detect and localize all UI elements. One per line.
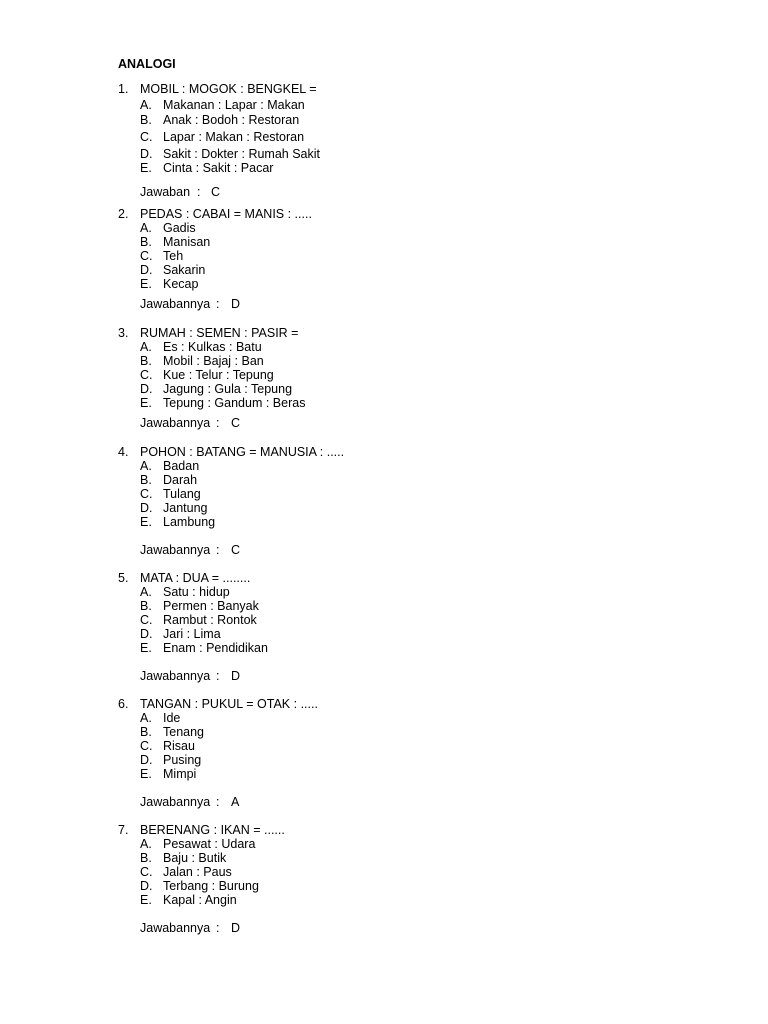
option-letter: B. (140, 725, 152, 739)
question-number: 5. (118, 571, 129, 585)
answer-label: Jawabannya (140, 416, 211, 430)
option-letter: D. (140, 501, 153, 515)
question-number: 4. (118, 445, 129, 459)
answer-value: D (231, 297, 241, 311)
option-e (118, 893, 718, 907)
option-letter: A. (140, 221, 152, 235)
option-letter: B. (140, 235, 152, 249)
question-line (118, 697, 718, 711)
question-text: TANGAN : PUKUL = OTAK : ..... (140, 697, 318, 711)
question-number: 7. (118, 823, 129, 837)
option-e (118, 767, 718, 781)
question-line (118, 823, 718, 837)
option-a (118, 585, 718, 599)
option-text: Makanan : Lapar : Makan (163, 98, 305, 112)
answer-value: A (231, 795, 240, 809)
option-letter: D. (140, 879, 153, 893)
answer-line (118, 921, 718, 935)
answer-colon: : (216, 669, 220, 683)
option-text: Kue : Telur : Tepung (163, 368, 274, 382)
option-text: Sakit : Dokter : Rumah Sakit (163, 147, 321, 161)
option-letter: D. (140, 263, 153, 277)
question-3 (118, 326, 718, 430)
option-d (118, 147, 718, 161)
option-b (118, 354, 718, 368)
option-letter: C. (140, 130, 153, 144)
answer-line (118, 543, 718, 557)
option-letter: B. (140, 113, 152, 127)
answer-label: Jawabannya (140, 543, 211, 557)
question-line (118, 326, 718, 340)
option-text: Pesawat : Udara (163, 837, 256, 851)
answer-value: C (231, 543, 241, 557)
option-text: Sakarin (163, 263, 206, 277)
option-text: Teh (163, 249, 184, 263)
option-text: Ide (163, 711, 181, 725)
answer-line (118, 297, 718, 311)
question-text: POHON : BATANG = MANUSIA : ..... (140, 445, 345, 459)
answer-label: Jawaban (140, 185, 191, 199)
question-7 (118, 823, 718, 935)
option-letter: E. (140, 767, 152, 781)
question-number: 2. (118, 207, 129, 221)
question-5 (118, 571, 718, 683)
option-b (118, 599, 718, 613)
option-letter: A. (140, 340, 152, 354)
option-letter: B. (140, 354, 152, 368)
option-text: Es : Kulkas : Batu (163, 340, 262, 354)
option-letter: E. (140, 277, 152, 291)
option-text: Jantung (163, 501, 208, 515)
question-number: 1. (118, 82, 129, 96)
option-text: Tepung : Gandum : Beras (163, 396, 306, 410)
option-text: Anak : Bodoh : Restoran (163, 113, 300, 127)
option-letter: B. (140, 599, 152, 613)
answer-value: C (231, 416, 241, 430)
option-letter: E. (140, 396, 152, 410)
option-e (118, 277, 718, 291)
answer-value: C (211, 185, 221, 199)
option-b (118, 113, 718, 127)
question-text: BERENANG : IKAN = ...... (140, 823, 285, 837)
option-text: Lambung (163, 515, 216, 529)
question-number: 3. (118, 326, 129, 340)
question-1 (118, 82, 718, 199)
option-letter: A. (140, 837, 152, 851)
option-letter: B. (140, 851, 152, 865)
option-d (118, 753, 718, 767)
option-letter: B. (140, 473, 152, 487)
option-letter: C. (140, 739, 153, 753)
option-text: Mobil : Bajaj : Ban (163, 354, 264, 368)
answer-value: D (231, 669, 241, 683)
option-letter: A. (140, 459, 152, 473)
option-text: Enam : Pendidikan (163, 641, 268, 655)
option-b (118, 725, 718, 739)
option-letter: A. (140, 711, 152, 725)
option-a (118, 837, 718, 851)
question-line (118, 207, 718, 221)
question-text: MOBIL : MOGOK : BENGKEL = (140, 82, 317, 96)
option-text: Risau (163, 739, 195, 753)
option-letter: C. (140, 368, 153, 382)
document-title: ANALOGI (118, 57, 176, 71)
question-line (118, 82, 718, 96)
option-text: Cinta : Sakit : Pacar (163, 161, 274, 175)
option-text: Tulang (163, 487, 201, 501)
option-letter: E. (140, 515, 152, 529)
option-c (118, 130, 718, 144)
option-c (118, 249, 718, 263)
answer-colon: : (216, 795, 220, 809)
option-text: Lapar : Makan : Restoran (163, 130, 305, 144)
answer-colon: : (216, 416, 220, 430)
option-a (118, 459, 718, 473)
option-text: Baju : Butik (163, 851, 227, 865)
option-text: Kecap (163, 277, 199, 291)
option-letter: C. (140, 249, 153, 263)
option-e (118, 396, 718, 410)
answer-colon: : (216, 297, 220, 311)
option-c (118, 865, 718, 879)
option-letter: D. (140, 147, 153, 161)
option-text: Satu : hidup (163, 585, 230, 599)
option-a (118, 340, 718, 354)
answer-colon: : (197, 185, 201, 199)
option-text: Jari : Lima (163, 627, 221, 641)
option-letter: C. (140, 487, 153, 501)
option-d (118, 263, 718, 277)
answer-label: Jawabannya (140, 297, 211, 311)
option-text: Jalan : Paus (163, 865, 232, 879)
option-text: Pusing (163, 753, 202, 767)
option-text: Rambut : Rontok (163, 613, 257, 627)
option-a (118, 711, 718, 725)
option-letter: D. (140, 382, 153, 396)
option-e (118, 641, 718, 655)
option-text: Permen : Banyak (163, 599, 259, 613)
option-text: Badan (163, 459, 200, 473)
option-a (118, 221, 718, 235)
question-4 (118, 445, 718, 557)
option-letter: D. (140, 627, 153, 641)
answer-value: D (231, 921, 241, 935)
answer-colon: : (216, 921, 220, 935)
option-text: Gadis (163, 221, 196, 235)
answer-label: Jawabannya (140, 921, 211, 935)
option-c (118, 368, 718, 382)
option-letter: E. (140, 641, 152, 655)
option-letter: A. (140, 585, 152, 599)
option-b (118, 473, 718, 487)
option-letter: A. (140, 98, 152, 112)
option-e (118, 515, 718, 529)
option-text: Terbang : Burung (163, 879, 259, 893)
question-number: 6. (118, 697, 129, 711)
answer-label: Jawabannya (140, 669, 211, 683)
option-b (118, 235, 718, 249)
question-line (118, 571, 718, 585)
option-d (118, 501, 718, 515)
option-c (118, 613, 718, 627)
question-6 (118, 697, 718, 809)
option-text: Jagung : Gula : Tepung (163, 382, 293, 396)
answer-line (118, 669, 718, 683)
option-text: Manisan (163, 235, 211, 249)
answer-colon: : (216, 543, 220, 557)
option-d (118, 382, 718, 396)
answer-line (118, 416, 718, 430)
option-d (118, 879, 718, 893)
option-e (118, 161, 718, 175)
option-letter: C. (140, 865, 153, 879)
question-line (118, 445, 718, 459)
answer-label: Jawabannya (140, 795, 211, 809)
option-letter: E. (140, 893, 152, 907)
option-letter: C. (140, 613, 153, 627)
option-text: Darah (163, 473, 198, 487)
answer-line (118, 185, 718, 199)
option-letter: D. (140, 753, 153, 767)
option-c (118, 487, 718, 501)
option-text: Mimpi (163, 767, 197, 781)
option-text: Kapal : Angin (163, 893, 237, 907)
option-text: Tenang (163, 725, 205, 739)
question-text: PEDAS : CABAI = MANIS : ..... (140, 207, 312, 221)
question-2 (118, 207, 718, 311)
option-letter: E. (140, 161, 152, 175)
option-b (118, 851, 718, 865)
option-c (118, 739, 718, 753)
option-a (118, 98, 718, 112)
option-d (118, 627, 718, 641)
question-text: RUMAH : SEMEN : PASIR = (140, 326, 299, 340)
answer-line (118, 795, 718, 809)
question-text: MATA : DUA = ........ (140, 571, 251, 585)
